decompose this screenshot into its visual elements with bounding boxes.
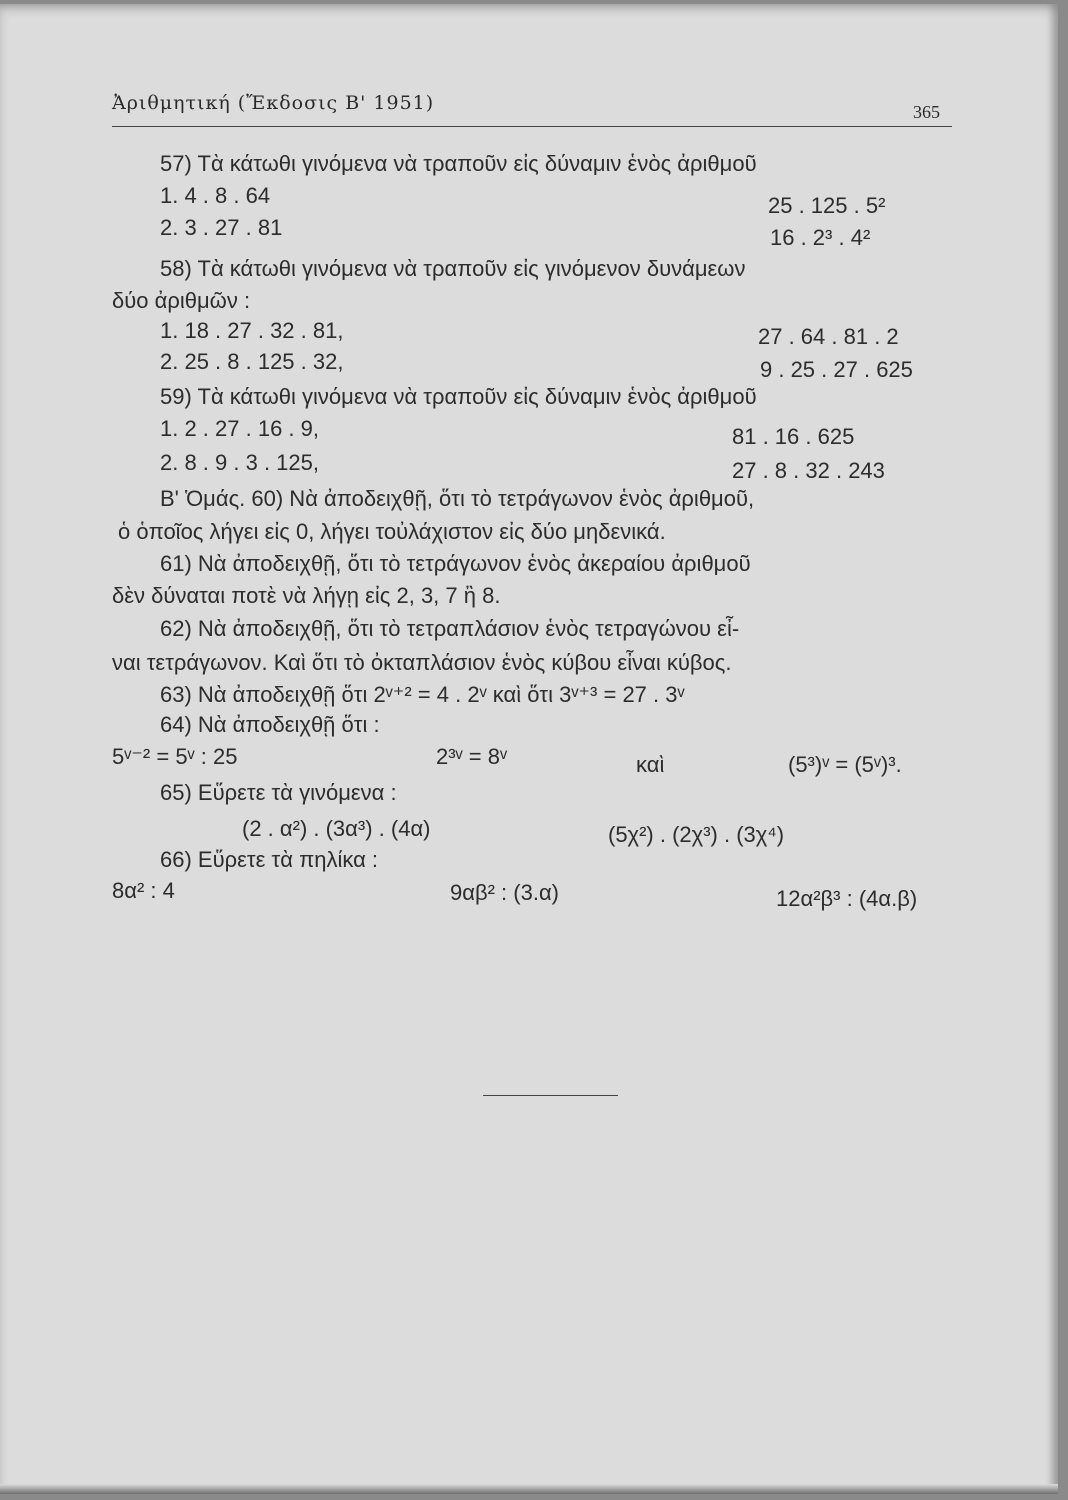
exercise-59-text: 59) Τὰ κάτωθι γινόμενα νὰ τραποῦν εἰς δύναμιν ἑνὸς ἀριθμοῦ [160,384,757,409]
exercise-65-text: 65) Εὕρετε τὰ γινόμενα : [160,780,397,805]
exercise-57-row-1-right: 25 . 125 . 5² [768,193,886,218]
exercise-66-formula-1: 8α² : 4 [112,878,175,903]
exercise-65-formula-2: (5χ²) . (2χ³) . (3χ⁴) [608,822,785,847]
exercise-59-row-2-right: 27 . 8 . 32 . 243 [732,458,885,483]
exercise-57-row-2-left: 2. 3 . 27 . 81 [160,215,283,240]
exercise-59-row-1-right: 81 . 16 . 625 [732,424,855,449]
exercise-66-text: 66) Εὕρετε τὰ πηλίκα : [160,847,379,872]
exercise-64-formula-1: 5ᵛ⁻² = 5ᵛ : 25 [112,744,238,769]
exercise-58-line-1: 58) Τὰ κάτωθι γινόμενα νὰ τραποῦν εἰς γινόμενον δυνάμεων [160,256,746,281]
book-page [0,4,1058,1494]
exercise-59-row-2-left: 2. 8 . 9 . 3 . 125, [160,450,319,475]
exercise-57-row-2-right: 16 . 2³ . 4² [770,225,871,250]
exercise-64-formula-2: 2³ᵛ = 8ᵛ [436,744,508,769]
exercise-59-row-1-left: 1. 2 . 27 . 16 . 9, [160,416,319,441]
book-title: Ἀριθμητική (Ἔκδοσις Β' 1951) [112,92,435,114]
exercise-57-text: 57) Τὰ κάτωθι γινόμενα νὰ τραποῦν εἰς δύναμιν ἑνὸς ἀριθμοῦ [160,151,757,176]
exercise-64-text: 64) Νὰ ἀποδειχθῇ ὅτι : [160,712,380,737]
exercise-62-line-2: ναι τετράγωνον. Καὶ ὅτι τὸ ὀκταπλάσιον ἑνὸς κύβου εἶναι κύβος. [112,650,732,675]
exercise-58-row-1-left: 1. 18 . 27 . 32 . 81, [160,318,344,343]
exercise-66-formula-2: 9αβ² : (3.α) [450,880,559,905]
exercise-60-line-2: ὁ ὁποῖος λήγει εἰς 0, λήγει τοὐλάχιστον εἰς δύο μηδενικά. [118,519,666,544]
exercise-58-row-2-left: 2. 25 . 8 . 125 . 32, [160,349,344,374]
exercise-58-row-2-right: 9 . 25 . 27 . 625 [760,357,913,382]
exercise-64-formula-3: (5³)ᵛ = (5ᵛ)³. [788,752,902,777]
exercise-62-line-1: 62) Νὰ ἀποδειχθῇ, ὅτι τὸ τετραπλάσιον ἑνὸς τετραγώνου εἶ- [160,616,740,641]
page-number: 365 [913,102,940,122]
exercise-58-line-2: δύο ἀριθμῶν : [112,288,251,313]
running-header [112,92,952,127]
exercise-66-formula-3: 12α²β³ : (4α.β) [776,886,918,911]
end-rule [483,1095,618,1096]
exercise-63-text: 63) Νὰ ἀποδειχθῇ ὅτι 2ᵛ⁺² = 4 . 2ᵛ καὶ ὅτι 3ᵛ⁺³ = 27 . 3ᵛ [160,682,685,707]
exercise-58-row-1-right: 27 . 64 . 81 . 2 [758,324,899,349]
exercise-61-line-1: 61) Νὰ ἀποδειχθῇ, ὅτι τὸ τετράγωνον ἑνὸς ἀκεραίου ἀριθμοῦ [160,551,751,576]
exercise-61-line-2: δὲν δύναται ποτὲ νὰ λήγῃ εἰς 2, 3, 7 ἢ 8. [112,583,501,608]
exercise-57-row-1-left: 1. 4 . 8 . 64 [160,183,271,208]
exercise-60-line-1: Β' Ὁμάς. 60) Νὰ ἀποδειχθῇ, ὅτι τὸ τετράγωνον ἑνὸς ἀριθμοῦ, [160,486,755,511]
exercise-64-kai: καὶ [636,752,665,777]
exercise-65-formula-1: (2 . α²) . (3α³) . (4α) [242,816,431,841]
